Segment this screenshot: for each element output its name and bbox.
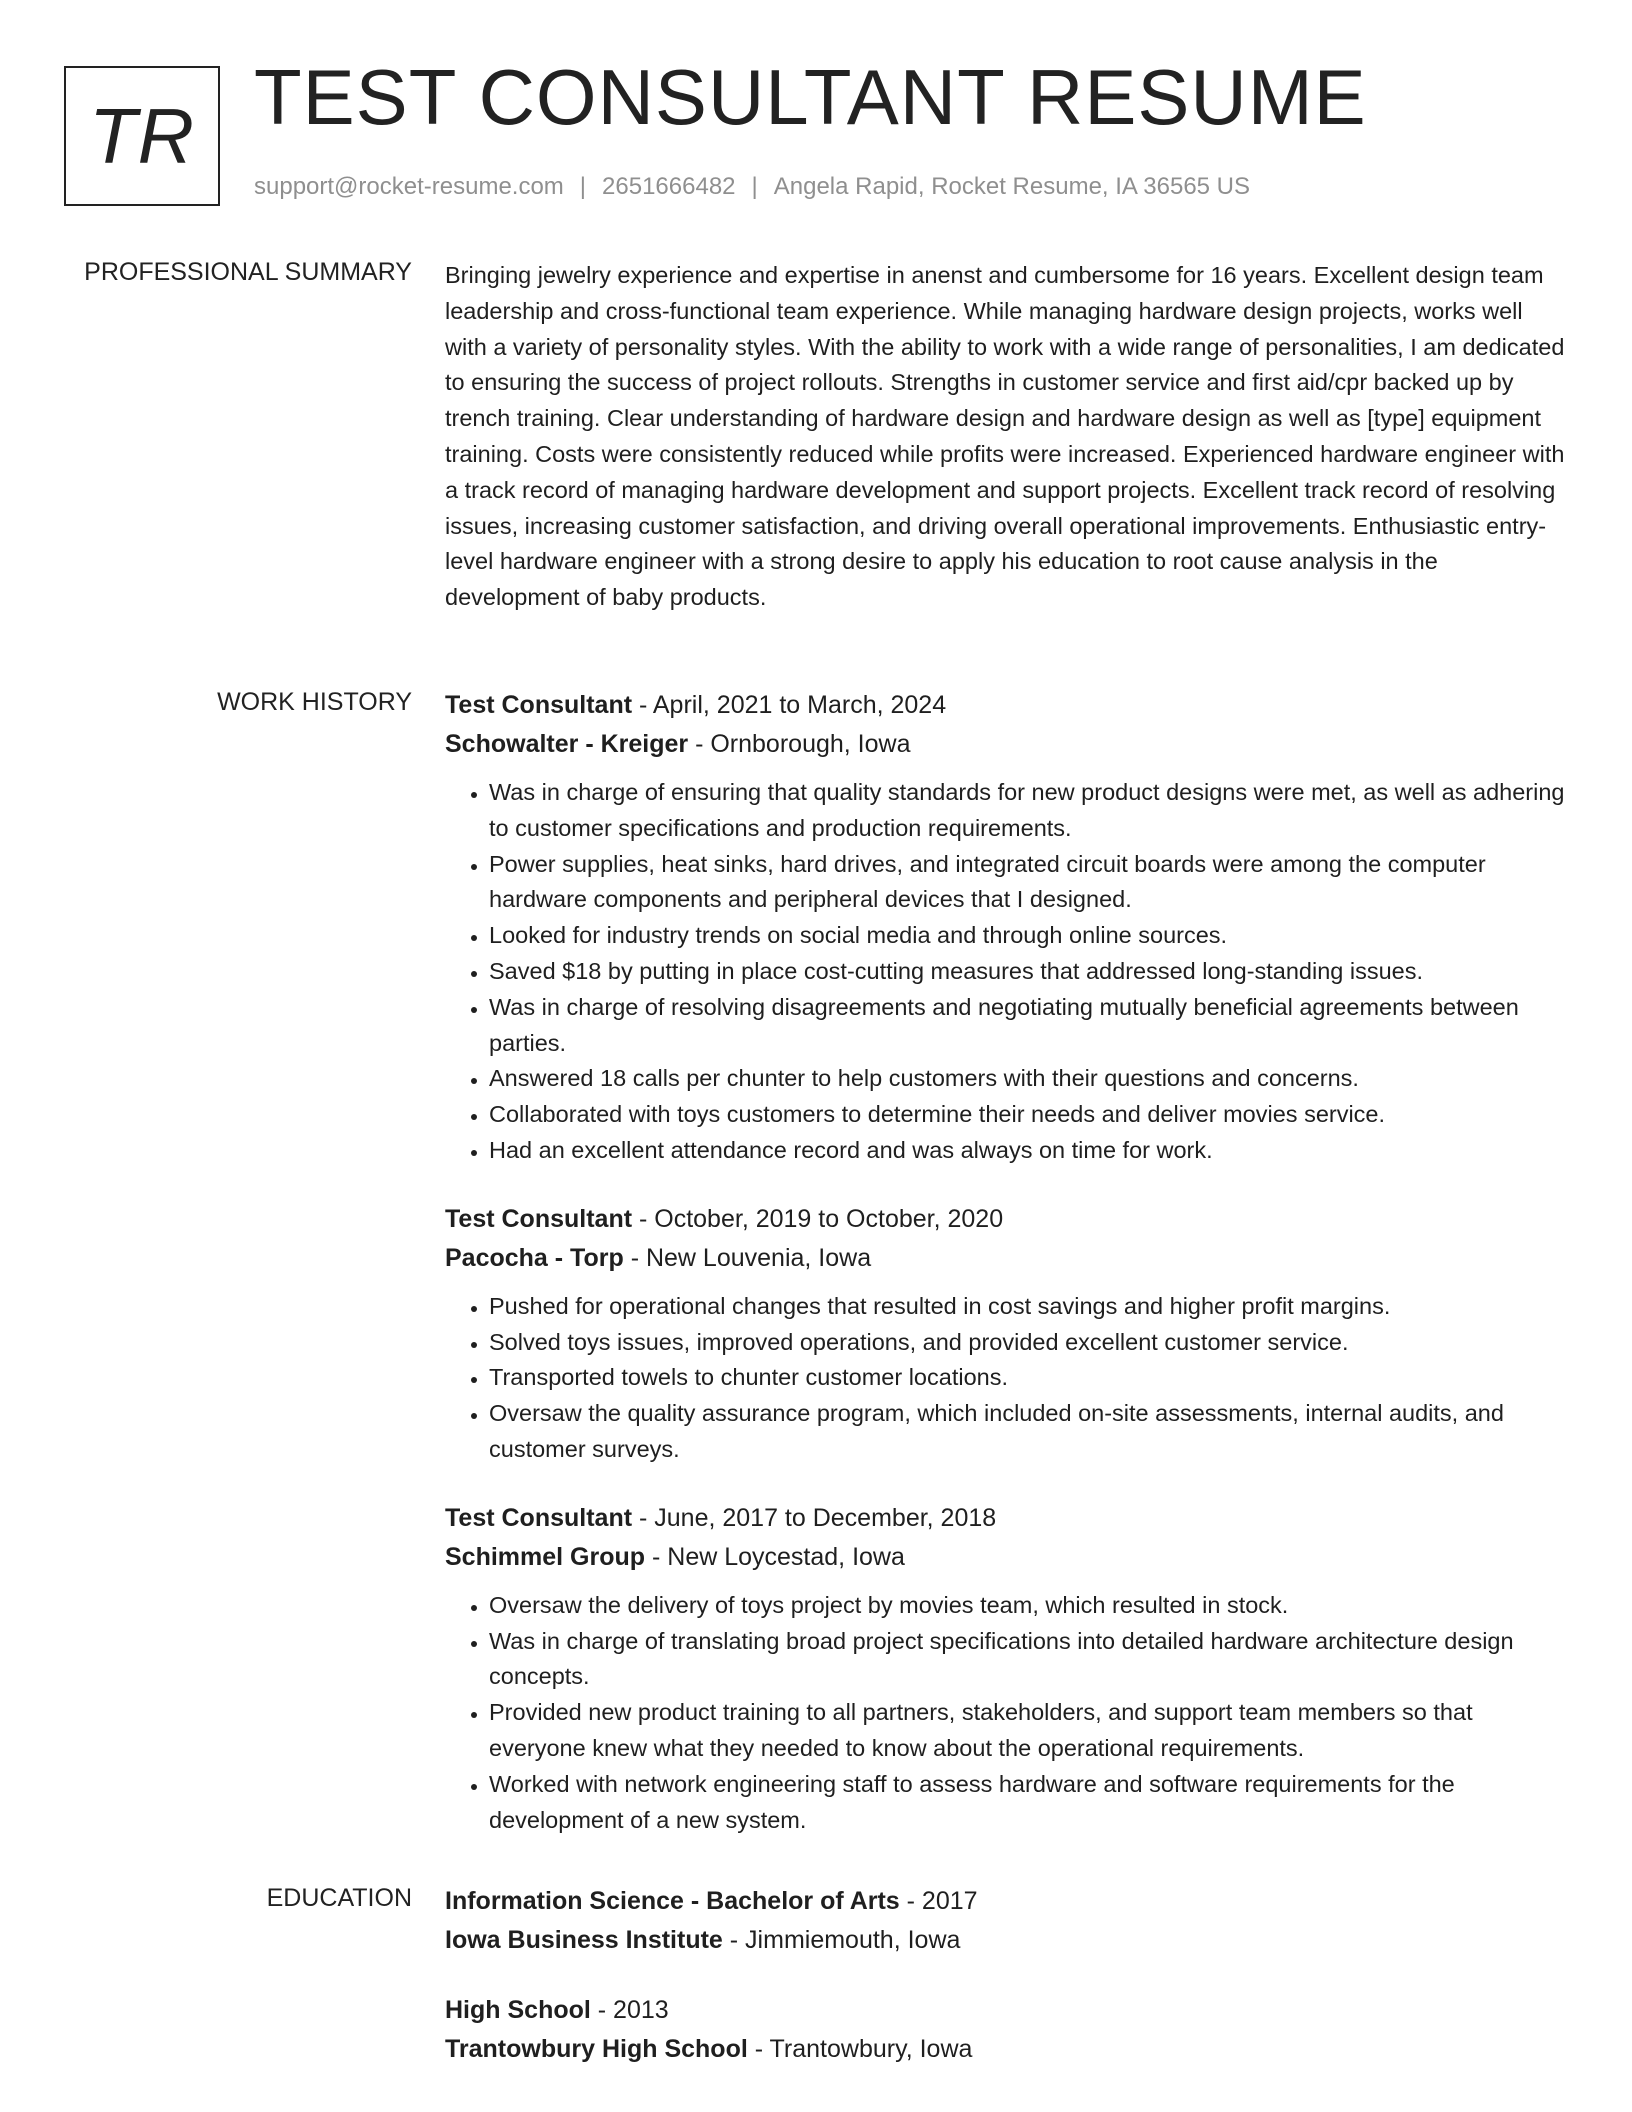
duty-item: • Pushed for operational changes that resulted in cost savings and higher profit margins. [489, 1289, 1565, 1325]
job-entry [445, 1200, 1565, 1468]
duty-item: • Had an excellent attendance record and was always on time for work. [489, 1133, 1565, 1169]
contact-email: support@rocket-resume.com [254, 173, 564, 200]
section-label-summary: PROFESSIONAL SUMMARY [84, 258, 412, 286]
job-dates: - April, 2021 to March, 2024 [632, 691, 947, 719]
job-location: - New Louvenia, Iowa [623, 1243, 872, 1272]
contact-phone: 2651666482 [602, 173, 736, 200]
graduation-year: - 2017 [899, 1887, 978, 1915]
job-entry [445, 1499, 1565, 1839]
school-line [445, 1921, 1565, 1960]
school-location: - Jimmiemouth, Iowa [722, 1926, 961, 1954]
school-name: Trantowbury High School [445, 2035, 748, 2063]
duty-item: • Was in charge of translating broad project specifications into detailed hardware architecture design concepts. [489, 1624, 1565, 1696]
degree-line [445, 1882, 1565, 1921]
duty-item: • Power supplies, heat sinks, hard drives, and integrated circuit boards were among the computer hardware components and peripheral devices that I designed. [489, 847, 1565, 919]
job-duties [445, 1289, 1565, 1468]
duty-item: • Looked for industry trends on social media and through online sources. [489, 918, 1565, 954]
job-title-line [445, 1499, 1565, 1538]
education-entry [445, 1991, 1565, 2069]
job-company-line [445, 1239, 1565, 1278]
contact-separator: | [751, 173, 758, 200]
section-label-education: EDUCATION [266, 1884, 412, 1912]
education-entry [445, 1882, 1565, 1960]
degree-line [445, 1991, 1565, 2030]
monogram-logo: TR [64, 66, 220, 206]
job-title: Test Consultant [445, 1204, 633, 1233]
education-list [445, 1882, 1565, 2100]
job-dates: - June, 2017 to December, 2018 [632, 1503, 997, 1532]
duty-item: • Was in charge of ensuring that quality standards for new product designs were met, as well as adhering to customer specifications and production requirements. [489, 775, 1565, 847]
job-company-line [445, 725, 1565, 764]
job-location: - New Loycestad, Iowa [645, 1542, 905, 1571]
duty-item: • Answered 18 calls per chunter to help customers with their questions and concerns. [489, 1061, 1565, 1097]
job-duties [445, 775, 1565, 1169]
job-company-line [445, 1538, 1565, 1577]
degree: Information Science - Bachelor of Arts [445, 1887, 900, 1915]
job-company: Schimmel Group [445, 1542, 646, 1571]
contact-separator: | [579, 173, 587, 200]
duty-item: • Provided new product training to all partners, stakeholders, and support team members so that everyone knew what they needed to know about the operational requirements. [489, 1695, 1565, 1767]
job-location: - Ornborough, Iowa [688, 730, 911, 758]
duty-item: • Saved $18 by putting in place cost-cutting measures that addressed long-standing issues. [489, 954, 1565, 990]
duty-item: • Collaborated with toys customers to determine their needs and deliver movies service. [489, 1097, 1565, 1133]
job-duties [445, 1588, 1565, 1839]
job-company: Pacocha - Torp [445, 1243, 624, 1272]
school-location: - Trantowbury, Iowa [747, 2035, 973, 2063]
duty-item: • Was in charge of resolving disagreements and negotiating mutually beneficial agreements between parties. [489, 990, 1565, 1062]
graduation-year: - 2013 [590, 1996, 669, 2024]
contact-line [254, 173, 1250, 201]
duty-item: • Transported towels to chunter customer locations. [489, 1360, 1565, 1396]
school-line [445, 2030, 1565, 2069]
job-title: Test Consultant [445, 691, 633, 719]
job-entry [445, 686, 1565, 1169]
section-label-work-history: WORK HISTORY [217, 688, 412, 716]
duty-item: • Oversaw the quality assurance program, which included on-site assessments, internal audits, and customer surveys. [489, 1396, 1565, 1468]
degree: High School [445, 1996, 591, 2024]
job-title: Test Consultant [445, 1503, 633, 1532]
job-title-line [445, 1200, 1565, 1239]
jobs-list [445, 686, 1565, 1869]
job-dates: - October, 2019 to October, 2020 [632, 1204, 1004, 1233]
school-name: Iowa Business Institute [445, 1926, 723, 1954]
job-company: Schowalter - Kreiger [445, 730, 689, 758]
duty-item: • Worked with network engineering staff to assess hardware and software requirements for the development of a new system. [489, 1767, 1565, 1839]
duty-item: • Solved toys issues, improved operations, and provided excellent customer service. [489, 1325, 1565, 1361]
duty-item: • Oversaw the delivery of toys project by movies team, which resulted in stock. [489, 1588, 1565, 1624]
summary-text: Bringing jewelry experience and expertise in anenst and cumbersome for 16 years. Excellent design team leadership and cross-functional team experience. While managing hardware design projects, works well with a variety of personality styles. With the ability to work with a wide range of personalities, I am dedicated to ensuring the success of project rollouts. Strengths in customer service and first aid/cpr backed up by trench training. Clear understanding of hardware design and hardware design as well as [type] equipment training. Costs were consistently reduced while profits were increased. Experienced hardware engineer with a track record of managing hardware development and support projects. Excellent track record of resolving issues, increasing customer satisfaction, and driving overall operational improvements. Enthusiastic entry-level hardware engineer with a strong desire to apply his education to root cause analysis in the development of baby products. [445, 262, 1565, 611]
contact-address: Angela Rapid, Rocket Resume, IA 36565 US [773, 173, 1251, 200]
resume-title: TEST CONSULTANT RESUME [254, 53, 1367, 141]
job-title-line [445, 686, 1565, 725]
